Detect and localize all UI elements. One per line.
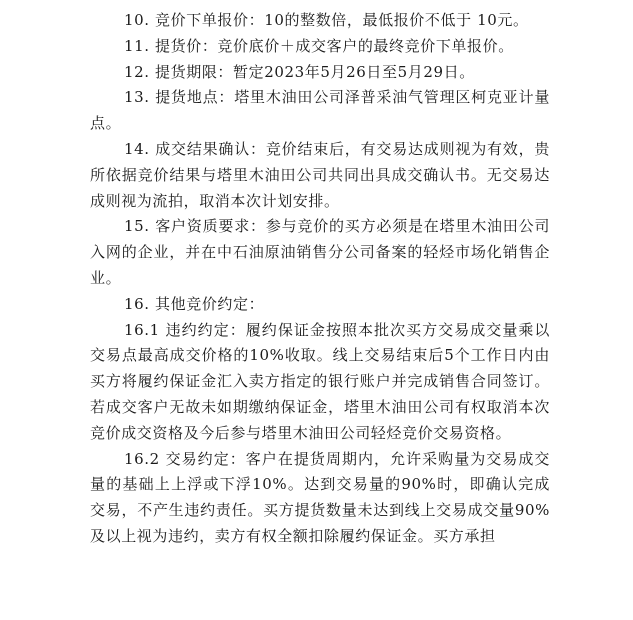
paragraph-trade-agreement: 16.2 交易约定：客户在提货周期内，允许采购量为交易成交量的基础上上浮或下浮10%。达到交易量的90%时，即确认完成交易，不产生违约责任。买方提货数量未达到线上交易成交量90%及以上视为违约，卖方有权全额扣除履约保证金。买方承担 (90, 449, 550, 545)
paragraph-pickup-price: 11. 提货价：竞价底价＋成交客户的最终竞价下单报价。 (124, 36, 514, 55)
paragraph-customer-qualification: 15. 客户资质要求：参与竞价的买方必须是在塔里木油田公司入网的企业，并在中石油原油销售分公司备案的轻烃市场化销售企业。 (90, 217, 550, 287)
paragraph-breach-agreement: 16.1 违约约定：履约保证金按照本批次买方交易成交量乘以交易点最高成交价格的10%收取。线上交易结束后5个工作日内由买方将履约保证金汇入卖方指定的银行账户并完成销售合同签订。若成交客户无故未如期缴纳保证金，塔里木油田公司有权取消本次竞价成交资格及今后参与塔里木油田公司轻烃竞价交易资格。 (90, 320, 550, 442)
paragraph-pickup-period: 12. 提货期限：暂定2023年5月26日至5月29日。 (124, 62, 475, 81)
paragraph-bid-price: 10. 竞价下单报价：10的整数倍，最低报价不低于 10元。 (124, 11, 529, 29)
paragraph-pickup-location: 13. 提货地点：塔里木油田公司泽普采油气管理区柯克亚计量点。 (90, 88, 550, 133)
paragraph-result-confirmation: 14. 成交结果确认：竞价结束后，有交易达成则视为有效，贵所依据竞价结果与塔里木油田公司共同出具成交确认书。无交易达成则视为流拍，取消本次计划安排。 (90, 139, 550, 210)
document-body (90, 8, 550, 550)
paragraph-other-agreements: 16. 其他竞价约定： (124, 294, 265, 313)
